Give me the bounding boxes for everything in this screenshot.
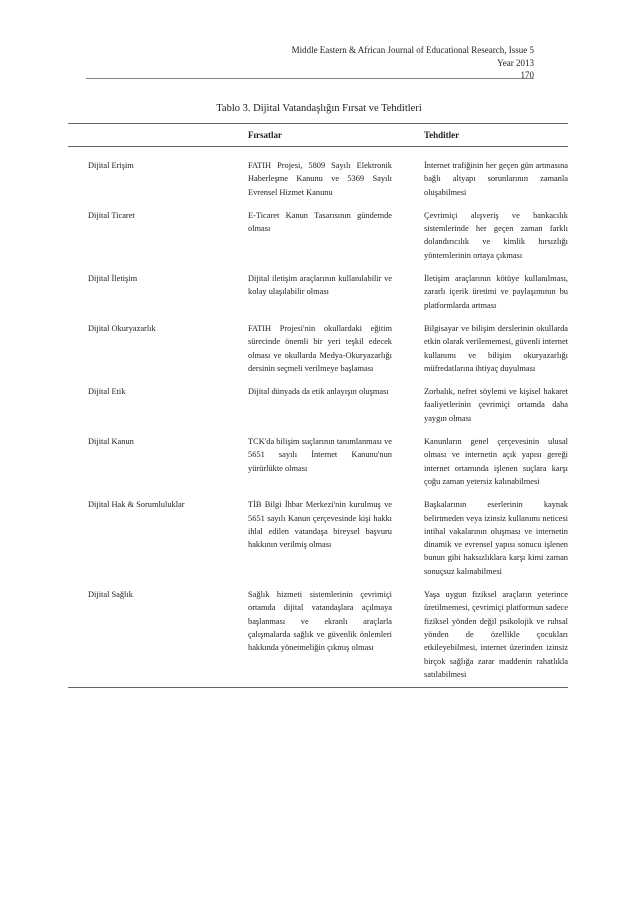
table-row [68,272,568,312]
running-header [174,44,534,82]
table-body [68,147,568,681]
row-spacer [68,425,568,435]
column-header-category [68,124,248,146]
row-opportunity: E-Ticaret Kanun Tasarısının gündemde olması [248,210,392,234]
table-row [68,209,568,262]
opportunities-threats-table [68,123,568,688]
row-opportunity: Dijital dünyada da etik anlayışın oluşması [248,387,389,397]
row-threat: Bilgisayar ve bilişim derslerinin okullarda etkin olarak verilememesi, güvenli internet kullanımı ve bilişim okuryazarlığı müfredatlarına ihtiyaç duyulması [424,323,568,373]
column-header-threats: Tehditler [424,130,460,140]
table-bottom-rule [68,687,568,688]
page-number: 170 [520,70,534,80]
row-spacer [68,375,568,385]
row-category: Dijital Sağlık [88,590,133,600]
header-rule [86,78,534,79]
row-threat: Zorbalık, nefret söylemi ve kişisel hakaret faaliyetlerinin çevrimiçi ortamda daha yaygın olması [424,387,568,423]
row-opportunity: TCK'da bilişim suçlarının tanımlanması ve 5651 sayılı İnternet Kanunu'nun yürürlükte olması [248,437,392,473]
table-row [68,435,568,488]
row-category: Dijital Okuryazarlık [88,323,156,333]
row-threat: Çevrimiçi alışveriş ve bankacılık sistemlerinde her geçen zaman farklı dolandırıcılık ve kimlik hırsızlığı yöntemlerinin ortaya çıkması [424,210,568,260]
table-header-row [68,124,568,146]
table-caption: Tablo 3. Dijital Vatandaşlığın Fırsat ve Tehditleri [216,103,422,114]
row-category: Dijital Etik [88,387,126,397]
row-spacer [68,147,568,159]
row-spacer [68,312,568,322]
journal-line: Middle Eastern & African Journal of Educational Research, Issue 5 [291,45,534,55]
row-category: Dijital Kanun [88,437,134,447]
year-line: Year 2013 [497,57,534,68]
row-opportunity: FATIH Projesi'nin okullardaki eğitim sürecinde önemli bir yeri teşkil edecek olması ve okullarda Medya-Okuryazarlığı dersinin seçmeli verilmeye başlaması [248,323,392,373]
row-threat: İletişim araçlarının kötüye kullanılması, zararlı içerik üretimi ve paylaşımının bu platformlarda artması [424,274,568,310]
row-spacer [68,199,568,209]
table-row [68,385,568,425]
row-opportunity: FATIH Projesi, 5809 Sayılı Elektronik Haberleşme Kanunu ve 5369 Sayılı Evrensel Hizmet Kanunu [248,161,392,197]
row-opportunity: Dijital iletişim araçlarının kullanılabilir ve kolay ulaşılabilir olması [248,274,392,297]
table-row [68,498,568,578]
row-spacer [68,488,568,498]
column-header-opportunities: Fırsatlar [248,130,282,140]
row-opportunity: TİB Bilgi İhbar Merkezi'nin kurulmuş ve 5651 sayılı Kanun çerçevesinde kişi hakkı ihlal edilen vatandaşa bireysel başvuru hakkının verilmiş olması [248,500,392,550]
row-spacer [68,262,568,272]
row-category: Dijital İletişim [88,274,138,284]
table-row [68,322,568,375]
row-threat: İnternet trafiğinin her geçen gün artmasına bağlı altyapı sorunlarının zamanla oluşabilmesi [424,161,568,197]
row-threat: Kanunların genel çerçevesinin ulusal olması ve internetin açık yapısı gereği internet ortamında işlenen suçlara karşı çoğu zaman yetersiz kalınabilmesi [424,437,568,486]
row-threat: Yaşa uygun fiziksel araçların yeterince üretilmemesi, çevrimiçi platformun sadece fiziksel yönden değil psikolojik ve ruhsal yönden de özellikle çocukları etkileyebilmesi, internet üzerinden izinsiz birçok sağlığa zarar maddenin rahatlıkla satılabilmesi [424,590,568,679]
row-threat: Başkalarının eserlerinin kaynak belirtmeden veya izinsiz kullanımı neticesi intihal vakalarının oluşması ve internetin dinamik ve evrensel yapısı sonucu işlenen bunun gibi haksızlıklara karşı kimi zaman sonuçsuz kalınabilmesi [424,500,568,576]
row-category: Dijital Ticaret [88,210,135,220]
row-category: Dijital Hak & Sorumluluklar [88,500,185,510]
table-row [68,588,568,681]
row-spacer [68,578,568,588]
row-category: Dijital Erişim [88,161,134,170]
row-opportunity: Sağlık hizmeti sistemlerinin çevrimiçi ortamda dijital vatandaşlara açılmaya başlanması ve ekranlı araçlarla çalışmalarda sağlık ve güvenlik önlemleri hakkında yönetmeliğin çıkmış olması [248,590,392,653]
table-row [68,159,568,199]
